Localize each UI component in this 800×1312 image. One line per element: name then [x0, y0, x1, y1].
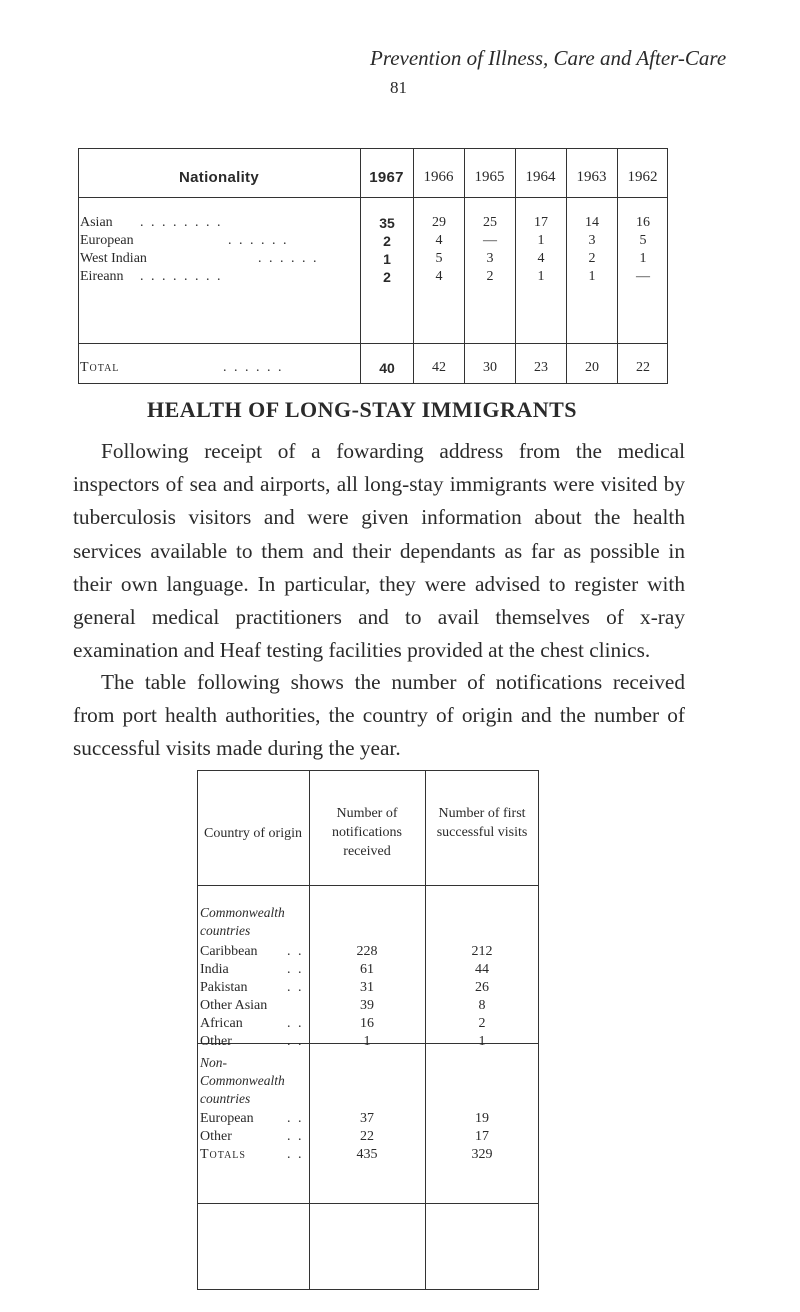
cell: 25 [483, 215, 497, 230]
table-row [197, 1016, 539, 1034]
cell: 14 [585, 215, 599, 230]
table-row [197, 1111, 539, 1129]
origin-header: Country of origin [204, 826, 302, 841]
header-rule [197, 885, 539, 886]
paragraph: The table following shows the number of notifications received from port health authorities, the country of origin and the number of successful visits made during the year. [73, 670, 685, 761]
cell: 17 [475, 1129, 489, 1144]
cell: 4 [537, 251, 545, 266]
cell: 22 [636, 360, 650, 375]
paragraph: Following receipt of a fowarding address from the medical inspectors of sea and airports, all long-stay immigrants were visited by tuberculosis visitors and were given information about the health services available to them and their dependants as far as possible in their own language. In particular, they were advised to register with general medical practitioners and to avail themselves of x-ray examination and Heaf testing facilities provided at the chest clinics. [73, 439, 685, 663]
row-label: West Indian [80, 251, 147, 266]
notifications-table [197, 770, 539, 1290]
row-label: European [80, 233, 134, 248]
cell: 22 [360, 1129, 374, 1144]
leader-dots: . . [287, 1147, 304, 1162]
cell: 2 [486, 269, 494, 284]
cell: 5 [639, 233, 647, 248]
cell: 1 [588, 269, 596, 284]
cell: 1 [537, 269, 545, 284]
cell: 17 [534, 215, 548, 230]
cell: 35 [379, 215, 395, 231]
table-row [197, 944, 539, 962]
leader-dots: . . [287, 1016, 304, 1031]
cell: 16 [360, 1016, 374, 1031]
table-row [197, 962, 539, 980]
row-label: Other Asian [200, 998, 268, 1013]
table-row [197, 998, 539, 1016]
cell: 31 [360, 980, 374, 995]
cell: 23 [534, 360, 548, 375]
leader-dots: . . [287, 1034, 304, 1049]
cell: 3 [486, 251, 494, 266]
cell: 329 [471, 1147, 493, 1162]
row-label: Pakistan [200, 980, 248, 995]
cell: 37 [360, 1111, 374, 1126]
cell: 61 [360, 962, 374, 977]
table-row [197, 1034, 539, 1052]
cell: 8 [478, 998, 486, 1013]
table-row [78, 215, 668, 233]
cell: 26 [475, 980, 489, 995]
total-row [197, 1147, 539, 1165]
cell: — [483, 233, 497, 248]
cell: 16 [636, 215, 650, 230]
leader-dots: . . [287, 980, 304, 995]
notifications-header: Number of notifications received [332, 806, 402, 859]
row-label: European [200, 1111, 254, 1126]
year-header: 1965 [474, 169, 505, 185]
section-heading: HEALTH OF LONG-STAY IMMIGRANTS [147, 397, 578, 422]
cell: 5 [435, 251, 443, 266]
leader-dots: . . [287, 944, 304, 959]
cell: 3 [588, 233, 596, 248]
total-rule [197, 1203, 539, 1204]
total-label: Totals [200, 1147, 246, 1162]
leader-dots: . . . . . . . . [140, 215, 223, 230]
row-label: African [200, 1016, 243, 1031]
leader-dots: . . [287, 1129, 304, 1144]
cell: 228 [356, 944, 378, 959]
cell: 30 [483, 360, 497, 375]
cell: 1 [363, 1034, 371, 1049]
cell: 1 [383, 251, 391, 267]
leader-dots: . . . . . . . . [140, 269, 223, 284]
nationality-header: Nationality [179, 169, 259, 186]
cell: 39 [360, 998, 374, 1013]
running-title: Prevention of Illness, Care and After-Care [370, 46, 727, 70]
cell: 2 [383, 269, 391, 285]
visits-header: Number of first successful visits [436, 806, 528, 840]
leader-dots: . . [287, 1111, 304, 1126]
cell: — [636, 269, 650, 284]
cell: 1 [478, 1034, 486, 1049]
leader-dots: . . . . . . [228, 233, 289, 248]
row-label: Asian [80, 215, 113, 230]
group-label: Non-Commonwealth countries [200, 1055, 285, 1106]
row-label: Eireann [80, 269, 124, 284]
leader-dots: . . . . . . [258, 251, 319, 266]
cell: 212 [471, 944, 493, 959]
cell: 2 [588, 251, 596, 266]
table-row [197, 1129, 539, 1147]
cell: 42 [432, 360, 446, 375]
cell: 2 [478, 1016, 486, 1031]
table-row [78, 233, 668, 251]
nationality-table [78, 148, 668, 384]
cell: 435 [356, 1147, 378, 1162]
cell: 1 [639, 251, 647, 266]
cell: 2 [383, 233, 391, 249]
year-header: 1962 [627, 169, 658, 185]
cell: 1 [537, 233, 545, 248]
leader-dots: . . . . . . [223, 360, 284, 375]
total-rule [78, 343, 668, 344]
cell: 4 [435, 233, 443, 248]
cell: 20 [585, 360, 599, 375]
header-rule [78, 197, 668, 198]
year-header: 1963 [576, 169, 607, 185]
row-label: Other [200, 1129, 232, 1144]
table-row [78, 251, 668, 269]
cell: 29 [432, 215, 446, 230]
cell: 4 [435, 269, 443, 284]
table-row [78, 269, 668, 287]
total-label: Total [80, 360, 120, 375]
leader-dots: . . [287, 962, 304, 977]
group-label: Commonwealth countries [200, 905, 285, 938]
year-header: 1967 [369, 169, 404, 186]
year-header: 1966 [423, 169, 454, 185]
total-row [78, 360, 668, 378]
row-label: India [200, 962, 229, 977]
table-row [197, 980, 539, 998]
cell: 19 [475, 1111, 489, 1126]
row-label: Other [200, 1034, 232, 1049]
cell: 40 [379, 360, 395, 376]
year-header: 1964 [525, 169, 556, 185]
row-label: Caribbean [200, 944, 258, 959]
cell: 44 [475, 962, 489, 977]
page-number: 81 [390, 78, 407, 97]
